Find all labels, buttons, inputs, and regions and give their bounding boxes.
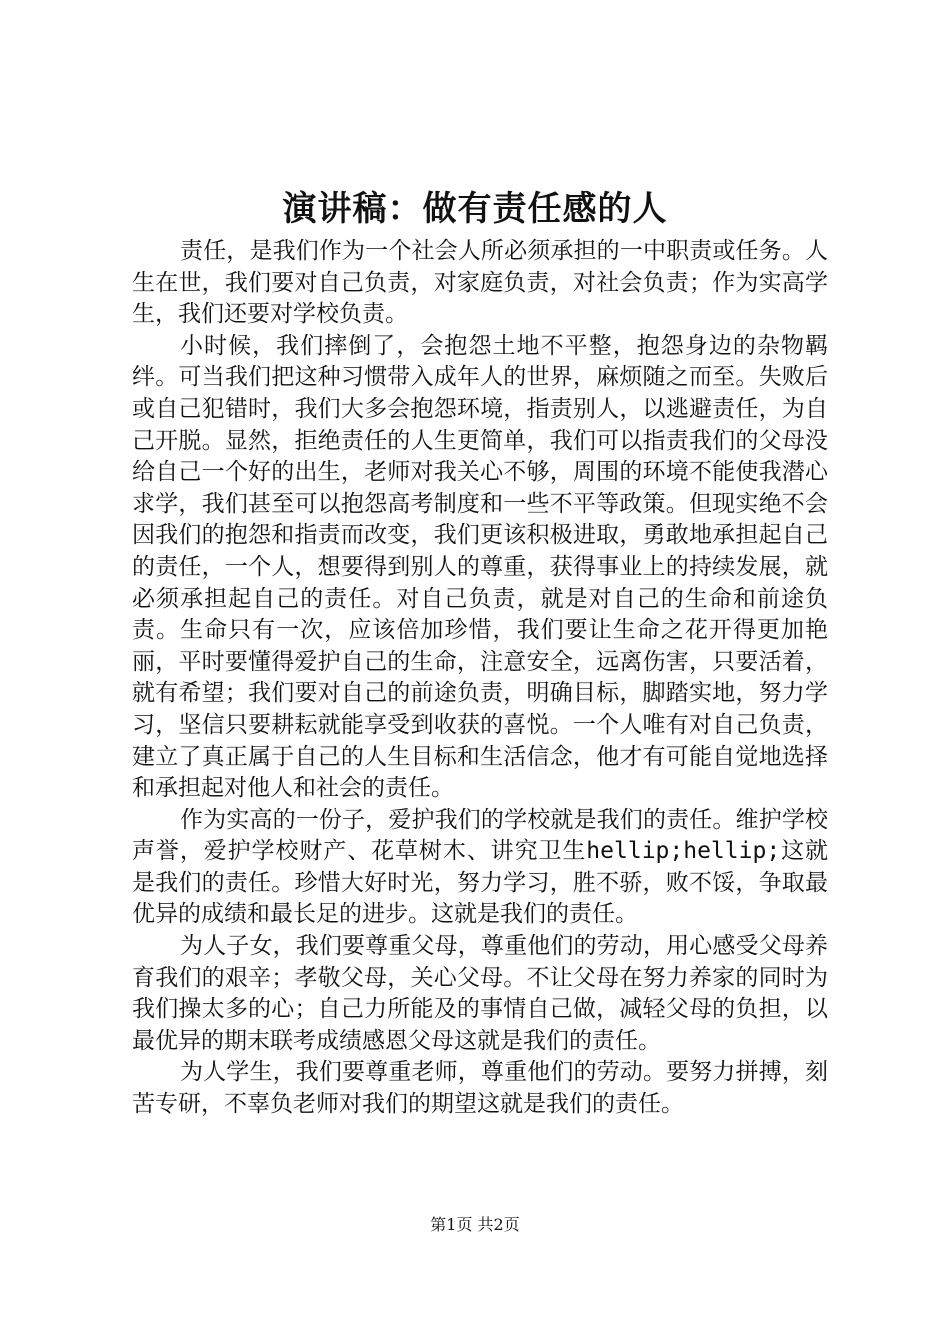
paragraph: 责任，是我们作为一个社会人所必须承担的一中职责或任务。人生在世，我们要对自己负责，对家庭负责，对社会负责；作为实高学生，我们还要对学校负责。	[132, 238, 828, 328]
page-number-footer: 第1页 共2页	[430, 1215, 520, 1234]
paragraph: 为人学生，我们要尊重老师，尊重他们的劳动。要努力拼搏，刻苦专研，不辜负老师对我们的期望这就是我们的责任。	[132, 1059, 828, 1118]
document-title: 演讲稿：做有责任感的人	[282, 189, 668, 229]
document-body	[132, 236, 828, 1121]
paragraph: 作为实高的一份子，爱护我们的学校就是我们的责任。维护学校声誉，爱护学校财产、花草树木、讲究卫生hellip;hellip;这就是我们的责任。珍惜大好时光，努力学习，胜不骄，败不馁，争取最优异的成绩和最长足的进步。这就是我们的责任。	[132, 806, 828, 928]
paragraph: 小时候，我们摔倒了，会抱怨土地不平整，抱怨身边的杂物羁绊。可当我们把这种习惯带入成年人的世界，麻烦随之而至。失败后或自己犯错时，我们大多会抱怨环境，指责别人，以逃避责任，为自己开脱。显然，拒绝责任的人生更简单，我们可以指责我们的父母没给自己一个好的出生，老师对我关心不够，周围的环境不能使我潜心求学，我们甚至可以抱怨高考制度和一些不平等政策。但现实绝不会因我们的抱怨和指责而改变，我们更该积极进取，勇敢地承担起自己的责任，一个人，想要得到别人的尊重，获得事业上的持续发展，就必须承担起自己的责任。对自己负责，就是对自己的生命和前途负责。生命只有一次，应该倍加珍惜，我们要让生命之花开得更加艳丽，平时要懂得爱护自己的生命，注意安全，远离伤害，只要活着，就有希望；我们要对自己的前途负责，明确目标，脚踏实地，努力学习，坚信只要耕耘就能享受到收获的喜悦。一个人唯有对自己负责，建立了真正属于自己的人生目标和生活信念，他才有可能自觉地选择和承担起对他人和社会的责任。	[132, 332, 828, 802]
paragraph: 为人子女，我们要尊重父母，尊重他们的劳动，用心感受父母养育我们的艰辛；孝敬父母，关心父母。不让父母在努力养家的同时为我们操太多的心；自己力所能及的事情自己做，减轻父母的负担，以最优异的期末联考成绩感恩父母这就是我们的责任。	[132, 933, 828, 1054]
